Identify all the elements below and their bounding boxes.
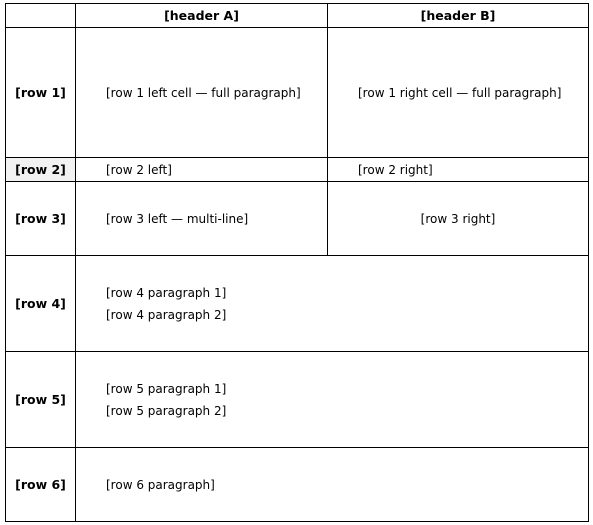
table-row [6,158,589,182]
row1-left-cell [76,28,328,158]
table-row [6,448,589,522]
table-row [6,256,589,352]
row-label: [row 6] [6,448,76,522]
row6-paragraph-1: [row 6 paragraph] [106,477,215,492]
table-header-row [6,4,589,28]
row2-left-cell [76,158,328,182]
row3-left-cell [76,182,328,256]
row1-right-cell [328,28,589,158]
row3-right-cell: [row 3 right] [328,182,589,256]
header-left: [header A] [76,4,328,28]
row2-left-text: [row 2 left] [106,162,172,177]
row5-content-cell [76,352,589,448]
comparison-table [5,3,589,522]
row-label: [row 3] [6,182,76,256]
row5-paragraph-2: [row 5 paragraph 2] [106,403,227,418]
row5-paragraph-1: [row 5 paragraph 1] [106,381,227,396]
corner-cell [6,4,76,28]
row4-paragraph-1: [row 4 paragraph 1] [106,285,227,300]
row-label: [row 4] [6,256,76,352]
row4-content-cell [76,256,589,352]
row2-right-text: [row 2 right] [358,162,433,177]
row4-paragraph-2: [row 4 paragraph 2] [106,307,227,322]
row3-left-text: [row 3 left — multi-line] [106,211,249,226]
row2-right-cell [328,158,589,182]
header-right: [header B] [328,4,589,28]
row1-right-text: [row 1 right cell — full paragraph] [358,85,562,100]
row-label: [row 2] [6,158,76,182]
row6-content-cell [76,448,589,522]
table-row [6,182,589,256]
table-row [6,352,589,448]
row1-left-text: [row 1 left cell — full paragraph] [106,85,301,100]
row-label: [row 1] [6,28,76,158]
row-label: [row 5] [6,352,76,448]
table-row [6,28,589,158]
